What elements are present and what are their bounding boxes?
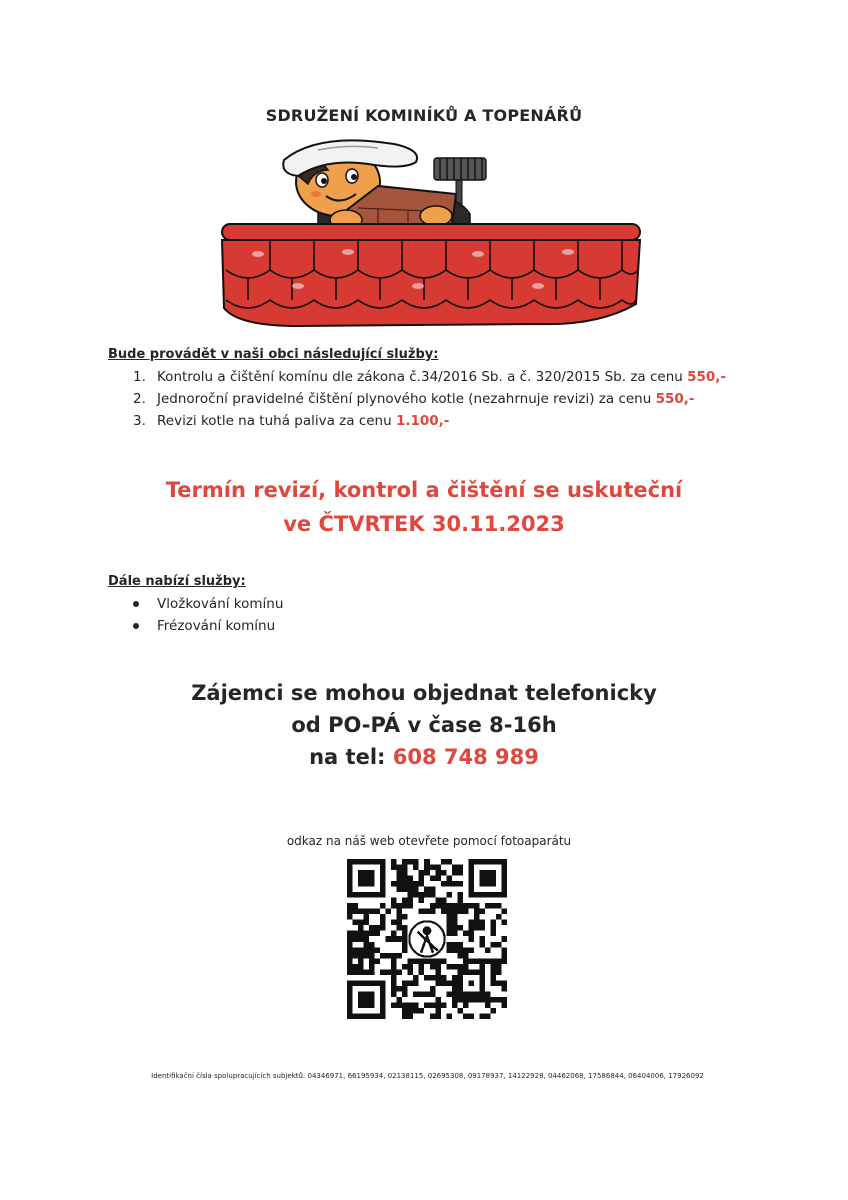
bullet-icon — [133, 601, 139, 607]
qr-caption: odkaz na náš web otevřete pomocí fotoaparátu — [286, 834, 572, 848]
contact-block — [0, 677, 848, 773]
term-line-1: Termín revizí, kontrol a čištění se uskuteční — [165, 478, 683, 502]
contact-phone-line — [0, 741, 848, 773]
offers-list — [133, 593, 283, 637]
footer-ids: Identifikační čísla spolupracujících subjektů: 04346971, 66195934, 02138115, 02695308, 09178937, 14122928, 04462068, 17586844, 06404006, 17926092 — [151, 1072, 704, 1080]
bullet-icon — [133, 623, 139, 629]
list-item — [133, 366, 726, 388]
list-item-number: 2. — [133, 391, 146, 407]
phone-label: na tel: — [309, 745, 393, 769]
list-item-text: Jednoroční pravidelné čištění plynového kotle (nezahrnuje revizi) za cenu — [157, 391, 656, 407]
services-list — [133, 366, 726, 432]
offers-heading: Dále nabízí služby: — [108, 574, 246, 589]
term-date: ve ČTVRTEK 30.11.2023 — [283, 512, 565, 536]
list-item — [133, 615, 283, 637]
services-heading: Bude provádět v naši obci následující služby: — [108, 347, 439, 362]
contact-line-1: Zájemci se mohou objednat telefonicky — [191, 681, 657, 705]
term-announcement — [0, 473, 848, 541]
list-item-text: Frézování komínu — [157, 618, 276, 634]
list-item-text: Kontrolu a čištění komínu dle zákona č.34/2016 Sb. a č. 320/2015 Sb. za cenu — [157, 369, 688, 385]
price: 550,- — [655, 391, 695, 407]
list-item-text: Revizi kotle na tuhá paliva za cenu — [157, 413, 396, 429]
list-item-number: 3. — [133, 413, 146, 429]
phone-number[interactable]: 608 748 989 — [392, 745, 539, 769]
chimney-sweep-illustration — [218, 136, 644, 332]
qr-code-icon[interactable] — [347, 858, 507, 1020]
contact-line-2: od PO-PÁ v čase 8-16h — [291, 713, 557, 737]
list-item — [133, 593, 283, 615]
list-item — [133, 388, 726, 410]
page-title: SDRUŽENÍ KOMINÍKŮ A TOPENÁŘŮ — [265, 106, 583, 125]
price: 550,- — [687, 369, 727, 385]
list-item — [133, 410, 726, 432]
list-item-number: 1. — [133, 369, 146, 385]
price: 1.100,- — [395, 413, 450, 429]
list-item-text: Vložkování komínu — [157, 596, 284, 612]
